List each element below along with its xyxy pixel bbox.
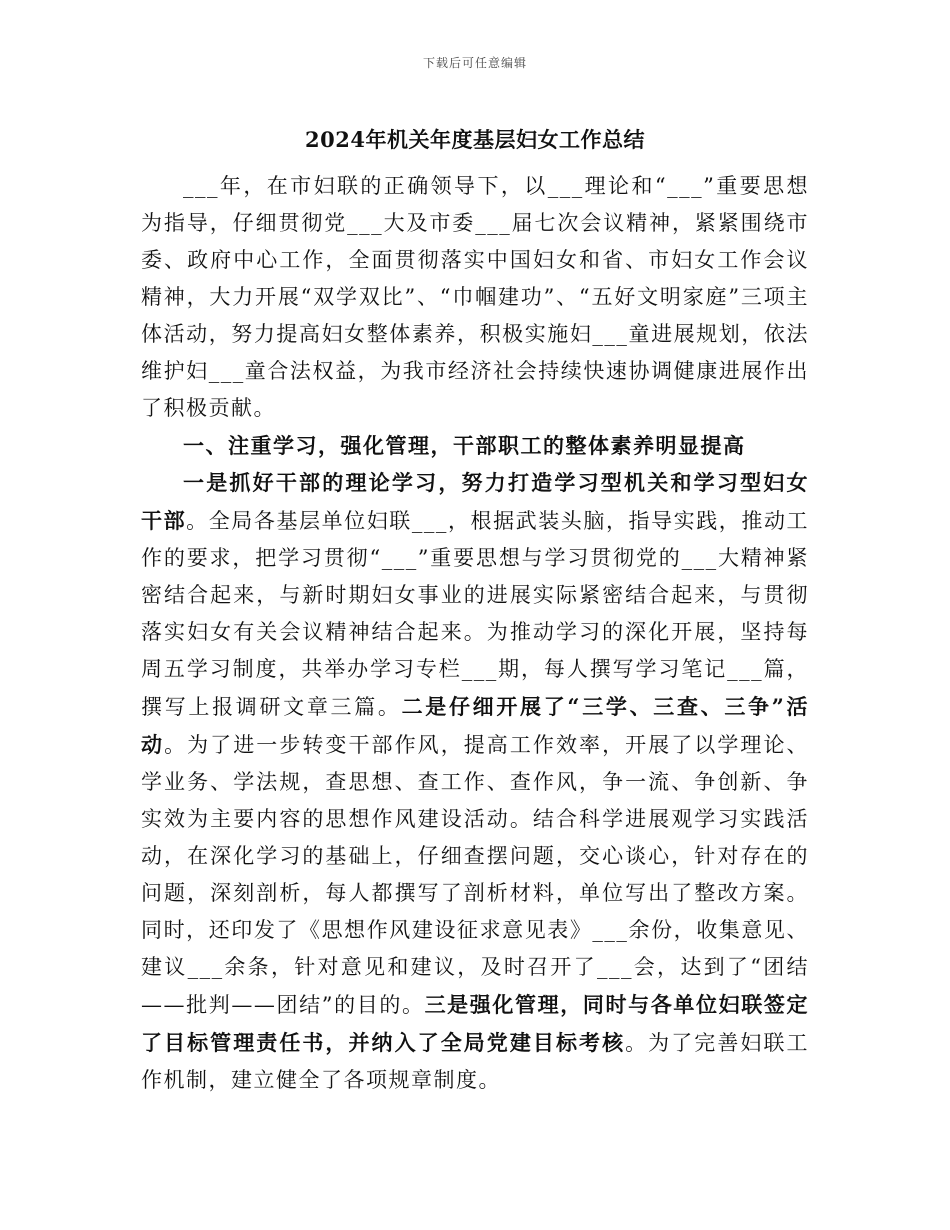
document-body [141, 168, 809, 1099]
point-one-bold: 一是抓好干部的理论学习，努力打造学习型机关和学习型妇女干部 [141, 470, 809, 533]
point-three-bold: 三是强化管理，同时与各单位妇联签定了目标管理责任书，并纳入了全局党建目标考核 [141, 992, 809, 1055]
point-two-text: 。为了进一步转变干部作风，提高工作效率，开展了以学理论、学业务、学法规，查思想、查工作、查作风，争一流、争创新、争实效为主要内容的思想作风建设活动。结合科学进展观学习实践活动，在深化学习的基础上，仔细查摆问题，交心谈心，针对存在的问题，深刻剖析，每人都撰写了剖析材料，单位写出了整改方案。同时，还印发了《思想作风建设征求意见表》___余份，收集意见、建议___余条，针对意见和建议，及时召开了___会，达到了“团结——批判——团结”的目的。 [141, 733, 810, 1017]
section-paragraph [141, 464, 809, 1099]
section-heading: 一、注重学习，强化管理，干部职工的整体素养明显提高 [183, 433, 746, 458]
point-one-text: 。全局各基层单位妇联___，根据武装头脑，指导实践，推动工作的要求，把学习贯彻“___”重要思想与学习贯彻党的___大精神紧密结合起来，与新时期妇女事业的进展实际紧密结合起来，与贯彻落实妇女有关会议精神结合起来。为推动学习的深化开展，坚持每周五学习制度，共举办学习专栏___期，每人撰写学习笔记___篇，撰写上报调研文章三篇。 [141, 509, 810, 719]
intro-paragraph: ___年，在市妇联的正确领导下，以___理论和“___”重要思想为指导，仔细贯彻党___大及市委___届七次会议精神，紧紧围绕市委、政府中心工作，全面贯彻落实中国妇女和省、市妇女工作会议精神，大力开展“双学双比”、“巾帼建功”、“五好文明家庭”三项主体活动，努力提高妇女整体素养，积极实施妇___童进展规划，依法维护妇___童合法权益，为我市经济社会持续快速协调健康进展作出了积极贡献。 [141, 174, 809, 420]
header-note: 下载后可任意编辑 [422, 56, 527, 70]
document-title: 2024年机关年度基层妇女工作总结 [305, 127, 645, 152]
point-two-bold: 二是仔细开展了“三学、三查、三争”活动 [141, 694, 809, 757]
point-three-text: 。为了完善妇联工作机制，建立健全了各项规章制度。 [141, 1031, 809, 1092]
